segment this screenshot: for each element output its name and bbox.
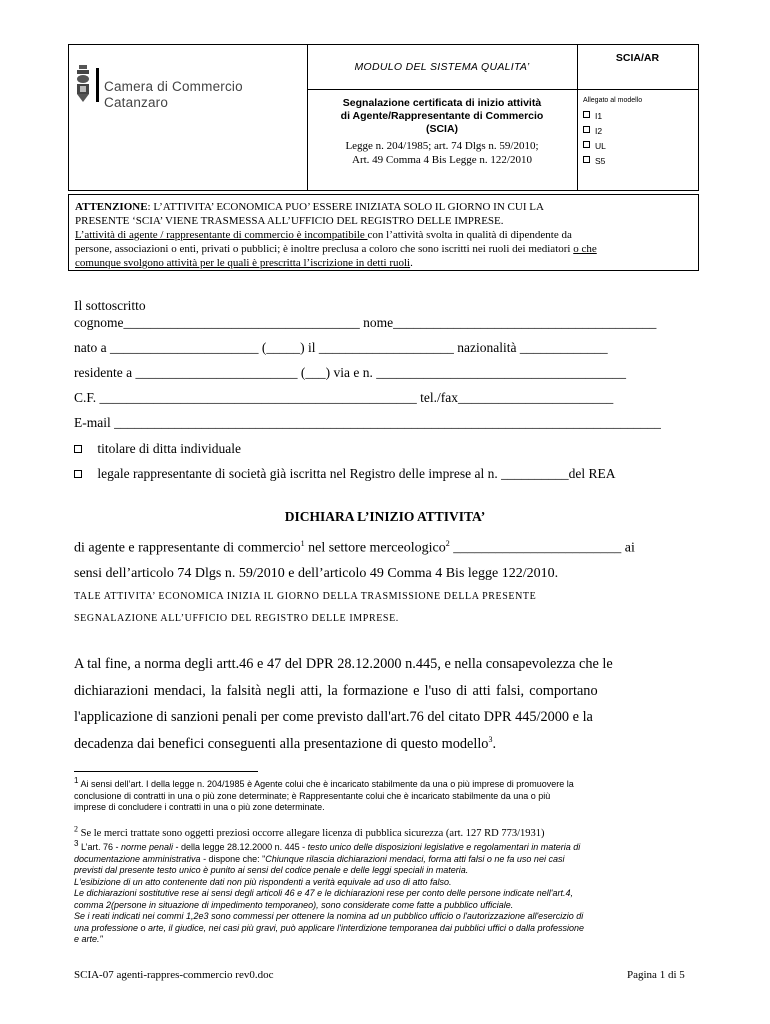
attachment-i1[interactable]: I1	[583, 111, 602, 121]
sottoscritto-label: Il sottoscritto	[74, 298, 146, 313]
cf-tel-field[interactable]: C.F. _______________________________________________ tel./fax_______________________	[74, 390, 614, 405]
footnote-3-line2: documentazione amministrativa - dispone che: "Chiunque rilascia dichiarazioni mendaci, forma atti falsi o ne fa uso nei casi	[74, 853, 565, 864]
header-table	[68, 44, 699, 191]
attachment-s5[interactable]: S5	[583, 156, 605, 166]
checkbox-icon	[583, 111, 590, 118]
attention-line5: comunque svolgono attività per le quali è prescritta l’iscrizione in detti ruoli.	[75, 257, 413, 269]
form-code: SCIA/AR	[615, 52, 660, 64]
logo-cell	[69, 45, 308, 190]
fine-line3: l'applicazione di sanzioni penali per come previsto dall'art.76 del citato DPR 445/2000 e la	[74, 709, 593, 725]
footnote-3-line3: previsti dal presente testo unico è punito ai sensi del codice penale e delle leggi speciali in materia.	[74, 865, 469, 875]
scia-title-line2: di Agente/Rappresentante di Commercio	[340, 110, 544, 122]
code-cell	[577, 45, 698, 190]
footnote-3-line7: Se i reati indicati nei commi 1,2e3 sono commessi per ottenere la nomina ad un pubblico ufficio o l'autorizzazione all'esercizio di	[74, 911, 584, 921]
legal-reference-line2: Art. 49 Comma 4 Bis Legge n. 122/2010	[352, 154, 532, 166]
checkbox-icon	[583, 126, 590, 133]
checkbox-icon[interactable]	[74, 470, 82, 478]
footnote-3-line8: una professione o arte, il giudice, nei casi più gravi, può applicare l'interdizione temporanea dai pubblici uffici o dalla professione	[74, 922, 585, 933]
attachment-i2[interactable]: I2	[583, 126, 602, 136]
checkbox-icon[interactable]	[74, 445, 82, 453]
attention-box	[68, 194, 699, 271]
footnote-2	[74, 823, 700, 839]
footer-page-number: Pagina 1 di 5	[627, 969, 685, 981]
checkbox-icon	[583, 156, 590, 163]
legal-reference	[307, 139, 577, 167]
scia-title-line3: (SCIA)	[425, 123, 459, 135]
footnote-3-line9: e arte."	[74, 934, 103, 944]
caps-line1: TALE ATTIVITA’ ECONOMICA INIZIA IL GIORNO DELLA TRASMISSIONE DELLA PRESENTE	[74, 591, 537, 602]
declaration-line2: sensi dell’articolo 74 Dlgs n. 59/2010 e dell’articolo 49 Comma 4 Bis legge 122/2010.	[74, 566, 559, 581]
footnote-1-line3: imprese di concludere i contratti in una o più zone determinate.	[74, 802, 325, 812]
cognome-nome-field[interactable]: cognome___________________________________ nome_______________________________________	[74, 315, 657, 330]
residence-field[interactable]: residente a ________________________ (___) via e n. _____________________________________	[74, 365, 626, 380]
birth-field[interactable]: nato a ______________________ (_____) il ____________________ nazionalità _____________	[74, 340, 608, 355]
attention-line1: ATTENZIONE: L’ATTIVITA’ ECONOMICA PUO’ ESSERE INIZIATA SOLO IL GIORNO IN CUI LA	[75, 201, 544, 213]
footnote-1-line2: conclusione di contratti in una o più zone determinate; è Rappresentante colui che è incaricato stabilmente da una o più	[74, 790, 551, 801]
coat-of-arms-icon	[75, 65, 91, 103]
logo-divider	[96, 68, 99, 102]
legal-reference-line1: Legge n. 204/1985; art. 74 Dlgs n. 59/2010;	[345, 140, 539, 152]
fine-line2: dichiarazioni mendaci, la falsità negli atti, la formazione e l'uso di atti falsi, comportano	[74, 683, 598, 699]
module-title: MODULO DEL SISTEMA QUALITA’	[354, 61, 530, 73]
module-title-cell	[307, 45, 577, 90]
logo-line2: Catanzaro	[104, 95, 169, 110]
attention-line3: L’attività di agente / rappresentante di commercio è incompatibile con l’attività svolta in qualità di dipendente da	[75, 229, 572, 241]
footnote-3-line5: Le dichiarazioni sostitutive rese ai sensi degli articoli 46 e 47 e le dichiarazioni rese per conto delle persone indicate nell'art.4,	[74, 888, 574, 898]
declaration-heading: DICHIARA L’INIZIO ATTIVITA’	[284, 509, 486, 524]
logo-line1: Camera di Commercio	[104, 79, 243, 94]
footnote-3-line1: $^3$ L’art. 76 - norme penali - della legge 28.12.2000 n. 445 - testo unico delle disposizioni legislative e regolamentari in materia di	[74, 839, 581, 852]
footnote-3	[74, 838, 700, 946]
option-titolare[interactable]: titolare di ditta individuale	[74, 441, 241, 457]
title-cell	[307, 45, 578, 190]
scia-title-line1: Segnalazione certificata di inizio attività	[342, 97, 542, 109]
footnote-separator	[74, 771, 258, 772]
fine-line4: decadenza dai benefici conseguenti alla presentazione di questo modello$^3$.	[74, 735, 497, 752]
attention-line2: PRESENTE ‘SCIA’ VIENE TRASMESSA ALL’UFFICIO DEL REGISTRO DELLE IMPRESE.	[75, 215, 504, 227]
code-top-cell	[577, 45, 698, 90]
footnote-2-text: $^2$ Se le merci trattate sono oggetti preziosi occorre allegare licenza di pubblica sicurezza (art. 127 RD 773/1931)	[74, 824, 545, 839]
attention-line4: persone, associazioni o enti, privati o pubblici; è inoltre preclusa a coloro che sono iscritti nei ruoli dei mediatori o che	[75, 243, 597, 255]
allegato-label: Allegato al modello	[583, 97, 643, 104]
declaration-line1: di agente e rappresentante di commercio$^1$ nel settore merceologico$^2$ ________________________ ai	[74, 539, 635, 556]
option-legale-rappresentante[interactable]: legale rappresentante di società già iscritta nel Registro delle imprese al n. __________del REA	[74, 466, 615, 482]
attachment-ul[interactable]: UL	[583, 141, 606, 151]
footer-document-name: SCIA-07 agenti-rappres-commercio rev0.doc	[74, 969, 274, 981]
checkbox-icon	[583, 141, 590, 148]
footnote-1	[74, 775, 700, 814]
email-field[interactable]: E-mail _________________________________________________________________________________	[74, 415, 661, 430]
scia-title	[307, 97, 577, 136]
caps-line2: SEGNALAZIONE ALL’UFFICIO DEL REGISTRO DELLE IMPRESE.	[74, 613, 399, 624]
footnote-1-line1: $^1$ Ai sensi dell’art. I della legge n. 204/1985 è Agente colui che è incaricato stabilmente da una o più imprese di promuovere la	[74, 776, 574, 789]
fine-line1: A tal fine, a norma degli artt.46 e 47 del DPR 28.12.2000 n.445, e nella consapevolezza che le	[74, 656, 613, 672]
footnote-3-line6: comma 2(persone in situazione di impedimento temporaneo), sono considerate come fatte a pubblico ufficiale.	[74, 899, 514, 910]
footnote-3-line4: L'esibizione di un atto contenente dati non più rispondenti a verità equivale ad uso di atto falso.	[74, 876, 452, 887]
